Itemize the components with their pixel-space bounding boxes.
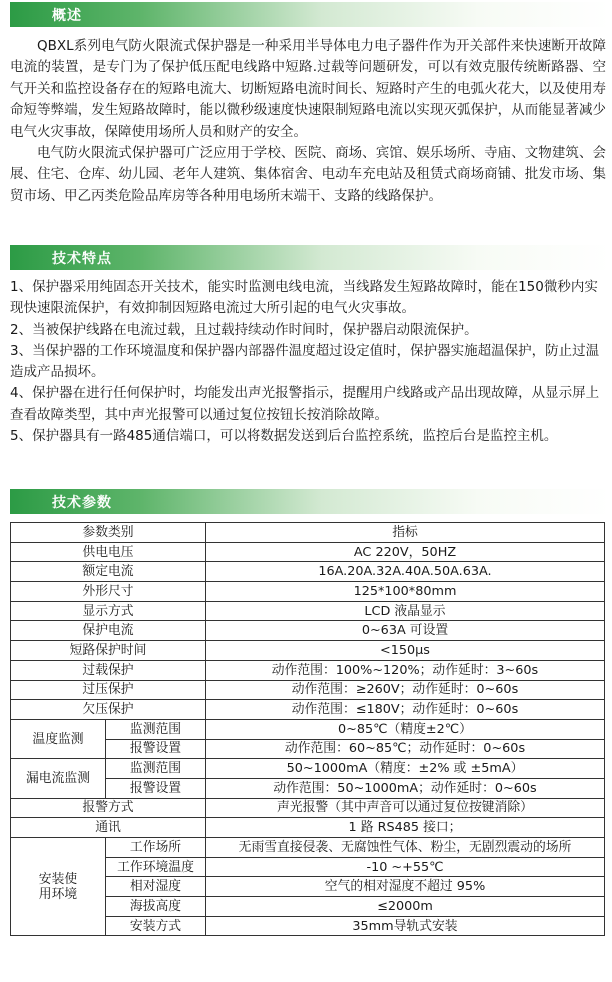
row-value: 1 路 RS485 接口； xyxy=(206,818,605,838)
overview-paragraph-1: QBXL系列电气防火限流式保护器是一种采用半导体电力电子器件作为开关部件来快速断开故障电流的装置，是专门为了保护低压配电线路中短路.过载等问题研发，可以有效克服传统断路器、空气开关和监控设备存在的短路电流大、切断短路电流时间长、短路时产生的电弧火花大，以及使用寿命短等弊端，发生短路故障时，能以微秒级速度快速限制短路电流以实现灭弧保护，从而能显著减少电气火灾事故，保障使用场所人员和财产的安全。 xyxy=(10,38,606,140)
section-header-features xyxy=(10,245,610,270)
table-row xyxy=(11,621,605,641)
row-label: 过压保护 xyxy=(11,680,206,700)
row-value: ≤2000m xyxy=(206,897,605,917)
row-value: 50~1000mA（精度：±2% 或 ±5mA） xyxy=(206,759,605,779)
row-value: 动作范围：100%~120%；动作延时：3~60s xyxy=(206,660,605,680)
sub-label: 工作环境温度 xyxy=(106,857,206,877)
header-value: 指标 xyxy=(206,523,605,543)
row-label: 显示方式 xyxy=(11,601,206,621)
row-value: 35mm导轨式安装 xyxy=(206,916,605,936)
row-label: 短路保护时间 xyxy=(11,641,206,661)
table-row xyxy=(11,818,605,838)
sub-label: 工作场所 xyxy=(106,838,206,858)
section-header-specs xyxy=(10,489,610,514)
row-value: 动作范围：≤180V；动作延时：0~60s xyxy=(206,700,605,720)
table-row xyxy=(11,562,605,582)
row-label: 欠压保护 xyxy=(11,700,206,720)
row-label: 保护电流 xyxy=(11,621,206,641)
env-label-line2: 用环境 xyxy=(38,886,78,902)
feature-item: 2、当被保护线路在电流过载，且过载持续动作时间时，保护器启动限流保护。 xyxy=(10,321,478,338)
table-header-row xyxy=(11,523,605,543)
section-title-overview: 概述 xyxy=(52,8,82,24)
row-value: 0~85℃（精度±2℃） xyxy=(206,719,605,739)
group-label: 温度监测 xyxy=(11,719,106,758)
row-label: 额定电流 xyxy=(11,562,206,582)
row-label: 外形尺寸 xyxy=(11,582,206,602)
row-value: LCD 液晶显示 xyxy=(206,601,605,621)
feature-item: 4、保护器在进行任何保护时，均能发出声光报警指示，提醒用户线路或产品出现故障，从显示屏上查看故障类型，其中声光报警可以通过复位按钮长按消除故障。 xyxy=(10,385,600,423)
section-title-specs: 技术参数 xyxy=(52,495,112,511)
feature-item: 5、保护器具有一路485通信端口，可以将数据发送到后台监控系统，监控后台是监控主机。 xyxy=(10,428,558,445)
row-value: AC 220V，50HZ xyxy=(206,542,605,562)
row-value: <150μs xyxy=(206,641,605,661)
overview-paragraph-2: 电气防火限流式保护器可广泛应用于学校、医院、商场、宾馆、娱乐场所、寺庙、文物建筑、会展、住宅、仓库、幼儿园、老年人建筑、集体宿舍、电动车充电站及租赁式商场商铺、批发市场、集贸市场、甲乙丙类危险品库房等各种用电场所末端干、支路的线路保护。 xyxy=(10,145,606,204)
sub-label: 海拔高度 xyxy=(106,897,206,917)
row-value: 动作范围：60~85℃；动作延时：0~60s xyxy=(206,739,605,759)
table-row xyxy=(11,680,605,700)
table-row xyxy=(11,542,605,562)
sub-label: 报警设置 xyxy=(106,739,206,759)
group-label: 漏电流监测 xyxy=(11,759,106,798)
sub-label: 安装方式 xyxy=(106,916,206,936)
table-row xyxy=(11,601,605,621)
table-row xyxy=(11,798,605,818)
sub-label: 监测范围 xyxy=(106,719,206,739)
table-row xyxy=(11,700,605,720)
header-param: 参数类别 xyxy=(11,523,206,543)
row-label: 通讯 xyxy=(11,818,206,838)
row-label: 过载保护 xyxy=(11,660,206,680)
section-title-features: 技术特点 xyxy=(52,251,112,267)
features-list xyxy=(10,277,606,447)
row-value: 空气的相对湿度不超过 95% xyxy=(206,877,605,897)
section-header-overview xyxy=(10,2,610,27)
row-value: 声光报警（其中声音可以通过复位按键消除） xyxy=(206,798,605,818)
env-label-line1: 安装使 xyxy=(38,871,78,887)
row-value: 0~63A 可设置 xyxy=(206,621,605,641)
table-row xyxy=(11,582,605,602)
spec-table xyxy=(10,522,605,936)
table-row xyxy=(11,838,605,858)
feature-item: 1、保护器采用纯固态开关技术，能实时监测电线电流，当线路发生短路故障时，能在150微秒内实现快速限流保护，有效抑制因短路电流过大所引起的电气火灾事故。 xyxy=(10,279,598,317)
sub-label: 监测范围 xyxy=(106,759,206,779)
feature-item: 3、当保护器的工作环境温度和保护器内部器件温度超过设定值时，保护器实施超温保护，防止过温造成产品损坏。 xyxy=(10,342,600,381)
table-row xyxy=(11,719,605,739)
row-label: 报警方式 xyxy=(11,798,206,818)
row-value: 16A.20A.32A.40A.50A.63A. xyxy=(206,562,605,582)
row-value: -10 ~+55℃ xyxy=(206,857,605,877)
row-value: 动作范围：≥260V；动作延时：0~60s xyxy=(206,680,605,700)
table-row xyxy=(11,759,605,779)
group-label xyxy=(11,838,106,936)
sub-label: 报警设置 xyxy=(106,778,206,798)
row-value: 无雨雪直接侵袭、无腐蚀性气体、粉尘，无剧烈震动的场所 xyxy=(206,838,605,858)
row-label: 供电电压 xyxy=(11,542,206,562)
row-value: 125*100*80mm xyxy=(206,582,605,602)
row-value: 动作范围：50~1000mA；动作延时：0~60s xyxy=(206,778,605,798)
sub-label: 相对湿度 xyxy=(106,877,206,897)
table-row xyxy=(11,660,605,680)
table-row xyxy=(11,641,605,661)
